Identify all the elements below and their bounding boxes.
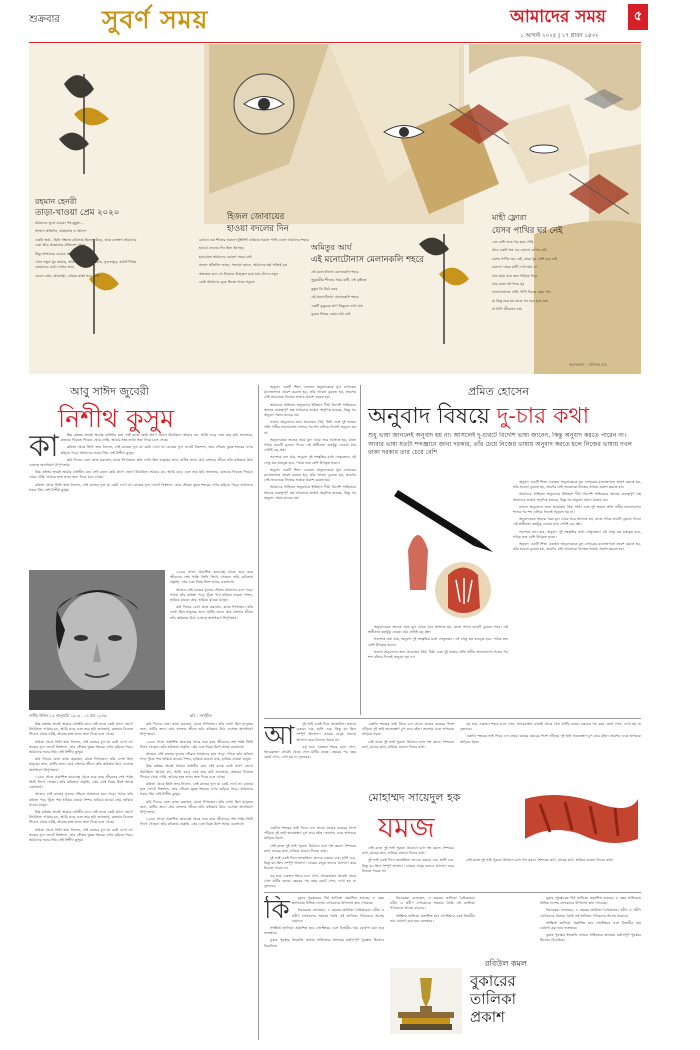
paragraph: উচ্চ কন্ঠস্বর ক্রমেই আমার বাধাহীন মনে সেই রাতে কেউ প্রাণে জেগে উঠেছিল। আমার মন, আমি ঝড়ে এবং তার ছবি জানতাম, কতবার ফিরতে গিয়েও থেমে গেছি, আমার হাত তখন অন্য দিকে চলে গেছে।: [140, 764, 253, 779]
poem-line: বারান্দা থেকে মাটি দেখা যায় না: [492, 265, 537, 270]
article-lead: শুধু ভাষা জানলেই অনুবাদ হয় না। আসলেই দু-চারটে বিদেশি ভাষা জানেন, কিন্তু অনুবাদ করতে পারেন না। আবার ভাষা যতটা শব্দজ্ঞানে জানা দরকার, তাঁর চেয়ে নিজের ভাষায় অনুবাদ করতে হলে নিজের ভাষায় দখল থাকা দরকার তার চেয়ে বেশি: [368, 432, 632, 457]
paragraph: সেই রাতে দুই ভাই পুরনো উঠোনে বসে গল্প করল। শৈশবের কথা, মায়ের কথা, হারিয়ে যাওয়া দিনের কথা।: [362, 739, 454, 749]
paragraph: কবি দিনের বেলা কাজ করতেন, রাতে লিখতেন। তাঁর লেখা ছিল মানুষের জন্য, মাটির জন্য। গ্রাম বাংলার জীবন তাঁর কবিতায় উঠে এসেছে অসাধারণ নিপুণতায়।: [140, 799, 253, 815]
paragraph: অনুবাদ একটি শিল্প। একজন অনুবাদককে মূল লেখকের মনোজগতে প্রবেশ করতে হয়, তাঁর ভাবনা বুঝতে হয়, তারপর সেই ভাবনাকে নিজের ভাষায় প্রকাশ করতে হয়।: [264, 385, 356, 400]
article-body: [264, 385, 356, 715]
paragraph: ১৯৩৪ সালে প্রকাশিত কাব্যগ্রন্থ থেকে শুরু করে জীবনের শেষ পর্যন্ত তিনি লিখে গেছেন। তাঁর কবিতায় প্রকৃতি, প্রেম এবং বিরহ মিশে আছে একসাথে।: [140, 817, 253, 827]
paragraph: কবি দিনের বেলা কাজ করতেন, রাতে লিখতেন। তাঁর লেখা ছিল মানুষের জন্য, মাটির জন্য। গ্রাম বাংলার জীবন তাঁর কবিতায় উঠে এসেছে অসাধারণ নিপুণতায়।: [170, 605, 253, 620]
poem-title: যেসব পাখির ঘর নেই: [492, 226, 563, 236]
booker-trophy-illustration: [390, 968, 462, 1034]
article-author: প্রমিত হোসেন: [468, 385, 529, 398]
paragraph: সেই রাতে দুই ভাই পুরনো উঠোনে বসে গল্প করল। শৈশবের কথা, মায়ের কথা, হারিয়ে যাওয়া দিনের কথা।: [362, 846, 454, 856]
poem-line: বুকের ভিতর কেমন মাঠ নেই: [311, 312, 351, 317]
issue-date: ১ আগস্ট ২০২৫ | ১৭ শ্রাবণ ১৪৩২: [520, 33, 599, 39]
paragraph: বিচারকরা বলেছেন, এ বছরের তালিকা বৈচিত্র্যময়। নবীন ও প্রবীণ লেখকদের সমন্বয়ে তৈরি এই তালিকা পাঠকদের আগ্রহ বাড়াবে।: [291, 908, 384, 923]
article-body: [29, 433, 253, 565]
page-number: ৫: [628, 4, 648, 30]
poem-author: অমিতুর আর্য: [311, 243, 352, 252]
article-title: [368, 399, 589, 436]
poem-line: সুকুমারীর শীতের সময় বাটি, এই বৃষ্টিতে: [311, 278, 367, 283]
paragraph: সবশেষে বলা যায়, অনুবাদ দুই সংস্কৃতির মধ্যে সেতুবন্ধন। এই সেতু যত মজবুত হবে, পাঠক তত বেশি উপকৃত হবেন।: [264, 455, 356, 465]
paragraph: উচ্চ কন্ঠস্বর ক্রমেই আমার বাধাহীন মনে সেই রাতে কেউ প্রাণে জেগে উঠেছিল। আমার মন, আমি ঝড়ে এবং তার ছবি জানতাম, কতবার ফিরতে গিয়েও থেমে গেছি, আমার হাত তখন অন্য দিকে চলে গেছে।: [29, 722, 133, 737]
brush-image: [520, 784, 641, 854]
article-body: [264, 896, 384, 1040]
title-part-red: দু-চার কথা: [496, 404, 590, 429]
poem-line: কেবল প্রেম, আকাঙ্খা, প্রেমের রাস্তা ঘরে রাখি: [35, 273, 100, 278]
paragraph: কবি দিনের বেলা কাজ করতেন, রাতে লিখতেন। তাঁর লেখা ছিল মানুষের জন্য, মাটির জন্য। গ্রাম বাংলার জীবন তাঁর কবিতায় উঠে এসেছে অসাধারণ নিপুণতায়।: [29, 757, 133, 772]
poem-line: কিন্তু সংসারের চেয়েও প্রাক্তন বুঝিয়ে: [35, 251, 87, 256]
header-rule: [29, 42, 641, 43]
poem-title: তাড়া-খাওয়া প্রেম ২০২০: [35, 208, 120, 218]
poem-title: এই মনোটোনাস মেলানকলি শহরে: [311, 255, 424, 265]
paragraph: একদিন শহরের ভাই ফিরে এল গ্রামে। মায়ের কবরের পাশে দাঁড়িয়ে দুই ভাই অনেকক্ষণ চুপ করে রইল। তারপর একে অপরকে জড়িয়ে ধরল।: [264, 826, 356, 841]
column-divider: [360, 385, 361, 715]
poem-line: আশ্বাস প্রতিদিন, যাতায়াত ও আনন্দ: [35, 229, 87, 234]
paragraph: বিচারকরা বলেছেন, এ বছরের তালিকা বৈচিত্র্যময়। নবীন ও প্রবীণ লেখকদের সমন্বয়ে তৈরি এই তালিকা পাঠকদের আগ্রহ বাড়াবে।: [390, 896, 475, 911]
poetry-banner: [29, 44, 641, 374]
paragraph: কবিতা থেকে তিনি জন্ম নিলেন, সেই রাতের ফুল যা কেউ দেখে না। রাতের ফুল ফোটে নিঃশব্দে, তার সৌরভ ঘুমন্ত শহরের ওপর ছড়িয়ে পড়ে। আমাদের সবার প্রিয় সেই নিশীথ কুসুম।: [140, 782, 253, 797]
title-part-dark: অনুবাদ বিষয়ে: [368, 404, 490, 429]
paragraph: ভালো অনুবাদের জন্য প্রয়োজন ধৈর্য, নিষ্ঠা এবং দুই ভাষার প্রতি গভীর ভালোবাসা। শব্দের পর শব্দ বসিয়ে দিলেই অনুবাদ হয় না।: [368, 649, 508, 660]
paragraph: কবিতা থেকে তিনি জন্ম নিলেন, সেই রাতের ফুল যা কেউ দেখে না। রাতের ফুল ফোটে নিঃশব্দে, তার সৌরভ ঘুমন্ত শহরের ওপর ছড়িয়ে পড়ে। আমাদের সবার প্রিয় সেই নিশীথ কুসুম।: [29, 482, 253, 492]
paragraph: বড় হয়ে একজন শহরে চলে গেল, আরেকজন গ্রামেই থেকে গেল মাটির কাছে। বছরের পর বছর কেটে গেল, দেখা হয় না দুজনের।: [460, 722, 641, 732]
article-body: [362, 722, 454, 782]
poem-text: [492, 240, 617, 350]
poem-line: এত বেশি ভয়ে গড় হয়ে গেছি: [492, 240, 534, 244]
paragraph: একদিন শহরের ভাই ফিরে এল গ্রামে। মায়ের কবরের পাশে দাঁড়িয়ে দুই ভাই অনেকক্ষণ চুপ করে রইল। তারপর একে অপরকে জড়িয়ে ধরল।: [460, 734, 641, 744]
poem-line: হাওয়া বদলের দিন ছিল আসছে: [199, 246, 244, 251]
section-rule: [264, 892, 641, 893]
paragraph: সেই রাতে দুই ভাই পুরনো উঠোনে বসে গল্প করল। শৈশবের কথা, মায়ের কথা, হারিয়ে যাওয়া দিনের কথা।: [264, 843, 356, 853]
title-line: তালিকা: [470, 990, 516, 1008]
paragraph: সবশেষে বলা যায়, অনুবাদ দুই সংস্কৃতির মধ্যে সেতুবন্ধন। এই সেতু যত মজবুত হবে, পাঠক তত বেশি উপকৃত হবেন।: [368, 637, 508, 647]
poem-subtitle: হাওয়া বদলের দিন: [227, 224, 289, 234]
paragraph: বড় হয়ে একজন শহরে চলে গেল, আরেকজন গ্রামেই থেকে গেল মাটির কাছে। বছরের পর বছর কেটে গেল, দেখা হয় না দুজনের।: [264, 744, 356, 760]
article-author: রবিউল কমল: [485, 959, 527, 968]
article-body: [264, 722, 356, 820]
paragraph: আজও সেই রাতের ফুলের সৌরভ আমাদের মনে পড়ে। পাঠক তাঁর কবিতা পড়ে খুঁজে পায় হারিয়ে যাওয়া শৈশব, হারিয়ে যাওয়া গ্রাম, হারিয়ে যাওয়া মানুষ।: [170, 587, 253, 603]
paragraph: বুকার পুরস্কার ইংরেজি ভাষার সাহিত্যের অন্যতম মর্যাদাপূর্ণ পুরস্কার হিসেবে বিবেচিত।: [540, 933, 641, 943]
paragraph: অনুবাদ একটি শিল্প। একজন অনুবাদককে মূল লেখকের মনোজগতে প্রবেশ করতে হয়, তাঁর ভাবনা বুঝতে হয়, তারপর সেই ভাবনাকে নিজের ভাষায় প্রকাশ করতে হয়।: [513, 542, 641, 552]
paragraph: ভালো অনুবাদের জন্য প্রয়োজন ধৈর্য, নিষ্ঠা এবং দুই ভাষার প্রতি গভীর ভালোবাসা। শব্দের পর শব্দ বসিয়ে দিলেই অনুবাদ হয় না।: [264, 420, 356, 435]
paragraph: দুই ভাই একই দিনে জন্মেছিল। তাদের চেহারা এক, হাসি এক, কিন্তু মন ছিল সম্পূর্ণ আলাদা। গ্রামের মানুষ তাদের আলাদা করে চিনতে পারত না।: [362, 858, 454, 873]
paragraph: ভালো অনুবাদের জন্য প্রয়োজন ধৈর্য, নিষ্ঠা এবং দুই ভাষার প্রতি গভীর ভালোবাসা। শব্দের পর শব্দ বসিয়ে দিলেই অনুবাদ হয় না।: [513, 504, 641, 515]
paragraph: কবিতা থেকে তিনি জন্ম নিলেন, সেই রাতের ফুল যা কেউ দেখে না। রাতের ফুল ফোটে নিঃশব্দে, তার সৌরভ ঘুমন্ত শহরের ওপর ছড়িয়ে পড়ে। আমাদের সবার প্রিয় সেই নিশীথ কুসুম।: [60, 445, 253, 455]
paragraph: সংক্ষিপ্ত তালিকা প্রকাশিত হবে সেপ্টেম্বরে এবং বিজয়ীর নাম ঘোষণা করা হবে নভেম্বরে।: [390, 913, 475, 923]
poem-line: একটা স্বপ্নে - যিনি সংঘাত কবিতায় ছিলেন উড়ে, তারা কতক্ষণ আমাদের একা আর প্রাক্কালের প্রতিবেশ থেকে: [35, 237, 137, 248]
pen-hand-illustration: [368, 480, 508, 620]
title-line: প্রকাশ: [470, 1008, 505, 1026]
paragraph: সংক্ষিপ্ত তালিকা প্রকাশিত হবে সেপ্টেম্বরে এবং বিজয়ীর নাম ঘোষণা করা হবে নভেম্বরে।: [264, 926, 384, 936]
article-author: মোহাম্মদ সায়েদুল হক: [368, 791, 461, 804]
paragraph: অনুবাদককে অনেক সময় মূল থেকে সরে আসতে হয়, যাতে পাঠক ভাবটি বুঝতে পারে। এই স্বাধীনতা কতটুকু নেওয়া যায় সেটাই বড় প্রশ্ন।: [368, 625, 508, 635]
article-body: [140, 722, 253, 1040]
brush-illustration: [520, 784, 641, 854]
paragraph: দুই ভাই একই দিনে জন্মেছিল। তাদের চেহারা এক, হাসি এক, কিন্তু মন ছিল সম্পূর্ণ আলাদা। গ্রামের মানুষ তাদের আলাদা করে চিনতে পারত না।: [264, 856, 356, 871]
paragraph: আজও সেই রাতের ফুলের সৌরভ আমাদের মনে পড়ে। পাঠক তাঁর কবিতা পড়ে খুঁজে পায় হারিয়ে যাওয়া শৈশব, হারিয়ে যাওয়া গ্রাম, হারিয়ে যাওয়া মানুষ।: [29, 792, 133, 807]
poem-title: হিজল জোবায়ের: [227, 212, 285, 222]
poet-portrait-photo: [29, 570, 165, 710]
poem-line: কেউ আমাদের বুকে ভিজে থাকে সবুজে: [199, 280, 255, 285]
newspaper-logo: আমাদের সময়: [510, 7, 606, 27]
poem-author: মাহী ফ্লোরা: [492, 213, 527, 222]
paragraph: বুকার পুরস্কারের দীর্ঘ তালিকা প্রকাশিত হয়েছে। এ বছর তালিকায় বিভিন্ন দেশের লেখকদের উপন্যাস স্থান পেয়েছে।: [291, 896, 384, 906]
article-body: [513, 480, 641, 715]
article-body: [460, 722, 641, 782]
poem-line: সকাল প্রতিদিন জানে, সন্ধ্যারা জানে, আমাদের স্বপ্ন সত্যিই রঙ: [199, 263, 288, 268]
photo-credit: ছবি : সংগৃহীত: [190, 713, 212, 718]
poem-line: আমাদের ভুলে যাওয়া পথ-মুহূর্ত...: [35, 221, 83, 225]
paragraph: উচ্চ কন্ঠস্বর ক্রমেই আমার বাধাহীন মনে সেই রাতে কেউ প্রাণে জেগে উঠেছিল। আমার মন, আমি ঝড়ে এবং তার ছবি জানতাম, কতবার ফিরতে গিয়েও থেমে গেছি, আমার হাত তখন অন্য দিকে চলে গেছে।: [29, 810, 133, 825]
column-divider: [258, 385, 259, 1040]
poem-line: এই মনোটোনাস মেলানকলি শহরে: [311, 295, 359, 300]
article-body: [29, 722, 133, 1040]
paragraph: সেই রাতে দুই ভাই পুরনো উঠোনে বসে গল্প করল। শৈশবের কথা, মায়ের কথা, হারিয়ে যাওয়া দিনের কথা।: [466, 858, 614, 862]
article-body: [368, 625, 508, 715]
paragraph: ১৯৩৪ সালে প্রকাশিত কাব্যগ্রন্থ থেকে শুরু করে জীবনের শেষ পর্যন্ত তিনি লিখে গেছেন। তাঁর কবিতায় প্রকৃতি, প্রেম এবং বিরহ মিশে আছে একসাথে।: [140, 739, 253, 749]
poem-line: একটি কুকুরের ঘ্রাণ কিছুতে দেখা যায়: [311, 303, 363, 308]
article-author: আবু সাঈদ জুবেরী: [70, 385, 149, 398]
paragraph: কবি দিনের বেলা কাজ করতেন, রাতে লিখতেন। তাঁর লেখা ছিল মানুষের জন্য, মাটির জন্য। গ্রাম বাংলার জীবন তাঁর কবিতায় উঠে এসেছে অসাধারণ নিপুণতায়।: [140, 722, 253, 737]
poem-line: অন্ধকার হলে সে নিজেও উজ্জ্বল হয়ে যায় চাঁদেও নতুন: [199, 271, 279, 276]
article-body: [540, 896, 641, 1040]
paragraph: কবি দিনের বেলা কাজ করতেন, রাতে লিখতেন। তাঁর লেখা ছিল মানুষের জন্য, মাটির জন্য। গ্রাম বাংলার জীবন তাঁর কবিতায় উঠে এসেছে অসাধারণ নিপুণতায়।: [29, 457, 253, 468]
poem-line: আর একটা ভয় এর কোনো ব্যাখ্যা নেই: [492, 248, 547, 253]
article-body: [170, 570, 253, 710]
poem-line: না চিনি জীবনের নাম: [492, 307, 522, 312]
poem-line: কুকুর কি মিঠে করে: [311, 286, 338, 291]
paragraph: অনুবাদ একটি শিল্প। একজন অনুবাদককে মূল লেখকের মনোজগতে প্রবেশ করতে হয়, তাঁর ভাবনা বুঝতে হয়, তারপর সেই ভাবনাকে নিজের ভাষায় প্রকাশ করতে হয়।: [513, 480, 641, 490]
poem-line: তার মতো আপনার সুর: [492, 282, 525, 287]
paragraph: সবশেষে বলা যায়, অনুবাদ দুই সংস্কৃতির মধ্যে সেতুবন্ধন। এই সেতু যত মজবুত হবে, পাঠক তত বেশি উপকৃত হবেন।: [513, 529, 641, 539]
paragraph: অনুবাদককে অনেক সময় মূল থেকে সরে আসতে হয়, যাতে পাঠক ভাবটি বুঝতে পারে। এই স্বাধীনতা কতটুকু নেওয়া যায় সেটাই বড় প্রশ্ন।: [264, 437, 356, 453]
poem-line: এই মনোটোনাস মেলানকলি শহরে: [311, 270, 359, 274]
article-title: [470, 972, 516, 1026]
pen-hand-image: [368, 480, 508, 620]
section-title: সুবর্ণ সময়: [102, 5, 209, 34]
paragraph: ১৯৩৪ সালে প্রকাশিত কাব্যগ্রন্থ থেকে শুরু করে জীবনের শেষ পর্যন্ত তিনি লিখে গেছেন। তাঁর কবিতায় প্রকৃতি, প্রেম এবং বিরহ মিশে আছে একসাথে।: [170, 570, 253, 585]
article-title: নিশীথ কুসুম: [58, 404, 175, 433]
paragraph: উচ্চ কন্ঠস্বর ক্রমেই আমার বাধাহীন মনে সেই রাতে কেউ প্রাণে জেগে উঠেছিল। আমার মন, আমি ঝড়ে এবং তার ছবি জানতাম, কতবার ফিরতে গিয়েও থেমে গেছি, আমার হাত তখন অন্য দিকে চলে গেছে।: [60, 433, 253, 443]
poem-line: হাওয়াতে আমাদের কোনো নজর নেই: [199, 254, 252, 259]
trophy-image: [390, 968, 462, 1034]
paragraph: দুই ভাই একই দিনে জন্মেছিল। তাদের চেহারা এক, হাসি এক, কিন্তু মন ছিল সম্পূর্ণ আলাদা। গ্রামের মানুষ তাদের আলাদা করে চিনতে পারত না।: [296, 722, 356, 742]
paragraph: আমাদের সাহিত্যে অনুবাদের ইতিহাস দীর্ঘ। বিদেশি সাহিত্যের অনেক গুরুত্বপূর্ণ গ্রন্থ আমাদের ভাষায় অনূদিত হয়েছে, কিন্তু সব অনুবাদ সমান মানের নয়।: [513, 492, 641, 502]
paragraph: আমাদের সাহিত্যে অনুবাদের ইতিহাস দীর্ঘ। বিদেশি সাহিত্যের অনেক গুরুত্বপূর্ণ গ্রন্থ আমাদের ভাষায় অনূদিত হয়েছে, কিন্তু সব অনুবাদ সমান মানের নয়।: [264, 485, 356, 500]
portrait-image: [29, 570, 165, 710]
weekday-label: শুক্রবার: [29, 14, 60, 25]
paragraph: উচ্চ কন্ঠস্বর ক্রমেই আমার বাধাহীন মনে সেই রাতে কেউ প্রাণে জেগে উঠেছিল। আমার মন, আমি ঝড়ে এবং তার ছবি জানতাম, কতবার ফিরতে গিয়েও থেমে গেছি, আমার হাত তখন অন্য দিকে চলে গেছে।: [29, 470, 253, 480]
paragraph: বিচারকরা বলেছেন, এ বছরের তালিকা বৈচিত্র্যময়। নবীন ও প্রবীণ লেখকদের সমন্বয়ে তৈরি এই তালিকা পাঠকদের আগ্রহ বাড়াবে।: [540, 908, 641, 918]
poem-text: [35, 221, 139, 371]
section-rule: [264, 718, 641, 719]
illustration-credit: অলংকরণ : বালিকা রায়: [569, 362, 607, 367]
poem-author: রহমান হেনরী: [35, 197, 77, 206]
article-body: [460, 858, 641, 890]
paragraph: বুকার পুরস্কার ইংরেজি ভাষার সাহিত্যের অন্যতম মর্যাদাপূর্ণ পুরস্কার হিসেবে বিবেচিত।: [264, 938, 384, 948]
poem-line: কোনো এক শীতের সকালে টুংটাঙ্গী ডাকিয়ে সকাল পাখি এলো আমাদের শহরে: [199, 238, 309, 242]
paragraph: ১৯৩৪ সালে প্রকাশিত কাব্যগ্রন্থ থেকে শুরু করে জীবনের শেষ পর্যন্ত তিনি লিখে গেছেন। তাঁর কবিতায় প্রকৃতি, প্রেম এবং বিরহ মিশে আছে একসাথে।: [29, 774, 133, 790]
title-line: বুকারের: [470, 972, 516, 990]
paragraph: কবিতা থেকে তিনি জন্ম নিলেন, সেই রাতের ফুল যা কেউ দেখে না। রাতের ফুল ফোটে নিঃশব্দে, তার সৌরভ ঘুমন্ত শহরের ওপর ছড়িয়ে পড়ে। আমাদের সবার প্রিয় সেই নিশীথ কুসুম।: [29, 827, 133, 843]
paragraph: অনুবাদককে অনেক সময় মূল থেকে সরে আসতে হয়, যাতে পাঠক ভাবটি বুঝতে পারে। এই স্বাধীনতা কতটুকু নেওয়া যায় সেটাই বড় প্রশ্ন।: [513, 517, 641, 527]
drop-cap: আ: [264, 722, 295, 751]
paragraph: আমাদের সাহিত্যে অনুবাদের ইতিহাস দীর্ঘ। বিদেশি সাহিত্যের অনেক গুরুত্বপূর্ণ গ্রন্থ আমাদের ভাষায় অনূদিত হয়েছে, কিন্তু সব অনুবাদ সমান মানের নয়।: [264, 402, 356, 418]
article-title: যমজ: [378, 811, 435, 844]
article-body: [390, 896, 475, 954]
paragraph: বড় হয়ে একজন শহরে চলে গেল, আরেকজন গ্রামেই থেকে গেল মাটির কাছে। বছরের পর বছর কেটে গেল, দেখা হয় না দুজনের।: [264, 873, 356, 889]
paragraph: বুকার পুরস্কারের দীর্ঘ তালিকা প্রকাশিত হয়েছে। এ বছর তালিকায় বিভিন্ন দেশের লেখকদের উপন্যাস স্থান পেয়েছে।: [540, 896, 641, 906]
poem-line: যা কিছু শুরু হয় রাত্রে সব শুরু হয়ে যায়: [492, 298, 548, 303]
paragraph: কবিতা থেকে তিনি জন্ম নিলেন, সেই রাতের ফুল যা কেউ দেখে না। রাতের ফুল ফোটে নিঃশব্দে, তার সৌরভ ঘুমন্ত শহরের ওপর ছড়িয়ে পড়ে। আমাদের সবার প্রিয় সেই নিশীথ কুসুম।: [29, 739, 133, 755]
poem-line: যেসব পাখির ঘর নেই, তারা খুব বেশি দূরে নেই: [492, 256, 558, 261]
drop-cap: কি: [264, 896, 290, 925]
photo-caption: জসীম উদ্দিন / ৯ জানুয়ারি ১৯০৩ - ১৪ মার্চ ১৯৭৬: [29, 713, 107, 718]
paragraph: অনুবাদ একটি শিল্প। একজন অনুবাদককে মূল লেখকের মনোজগতে প্রবেশ করতে হয়, তাঁর ভাবনা বুঝতে হয়, তারপর সেই ভাবনাকে নিজের ভাষায় প্রকাশ করতে হয়।: [264, 467, 356, 483]
paragraph: সংক্ষিপ্ত তালিকা প্রকাশিত হবে সেপ্টেম্বরে এবং বিজয়ীর নাম ঘোষণা করা হবে নভেম্বরে।: [540, 920, 641, 931]
poem-line: ভালোবাসতে গেছি পাখি দিনের কোন দিন: [492, 290, 551, 295]
drop-cap: কা: [29, 433, 59, 464]
poem-line: এখন নতুন সুর জমছে, আমাদের ভুলে, স্রিয়মান, ফুলবাতুর, যথার্থ গির্ভর তোমাদের রেখা দেখার জন্য: [35, 260, 137, 270]
paragraph: আজও সেই রাতের ফুলের সৌরভ আমাদের মনে পড়ে। পাঠক তাঁর কবিতা পড়ে খুঁজে পায় হারিয়ে যাওয়া শৈশব, হারিয়ে যাওয়া গ্রাম, হারিয়ে যাওয়া মানুষ।: [140, 752, 253, 762]
paragraph: একদিন শহরের ভাই ফিরে এল গ্রামে। মায়ের কবরের পাশে দাঁড়িয়ে দুই ভাই অনেকক্ষণ চুপ করে রইল। তারপর একে অপরকে জড়িয়ে ধরল।: [362, 722, 454, 737]
poem-text: [311, 270, 441, 370]
poem-line: তার ছায়া হয়ে জল গড়িয়ে পড়ে: [492, 273, 538, 278]
